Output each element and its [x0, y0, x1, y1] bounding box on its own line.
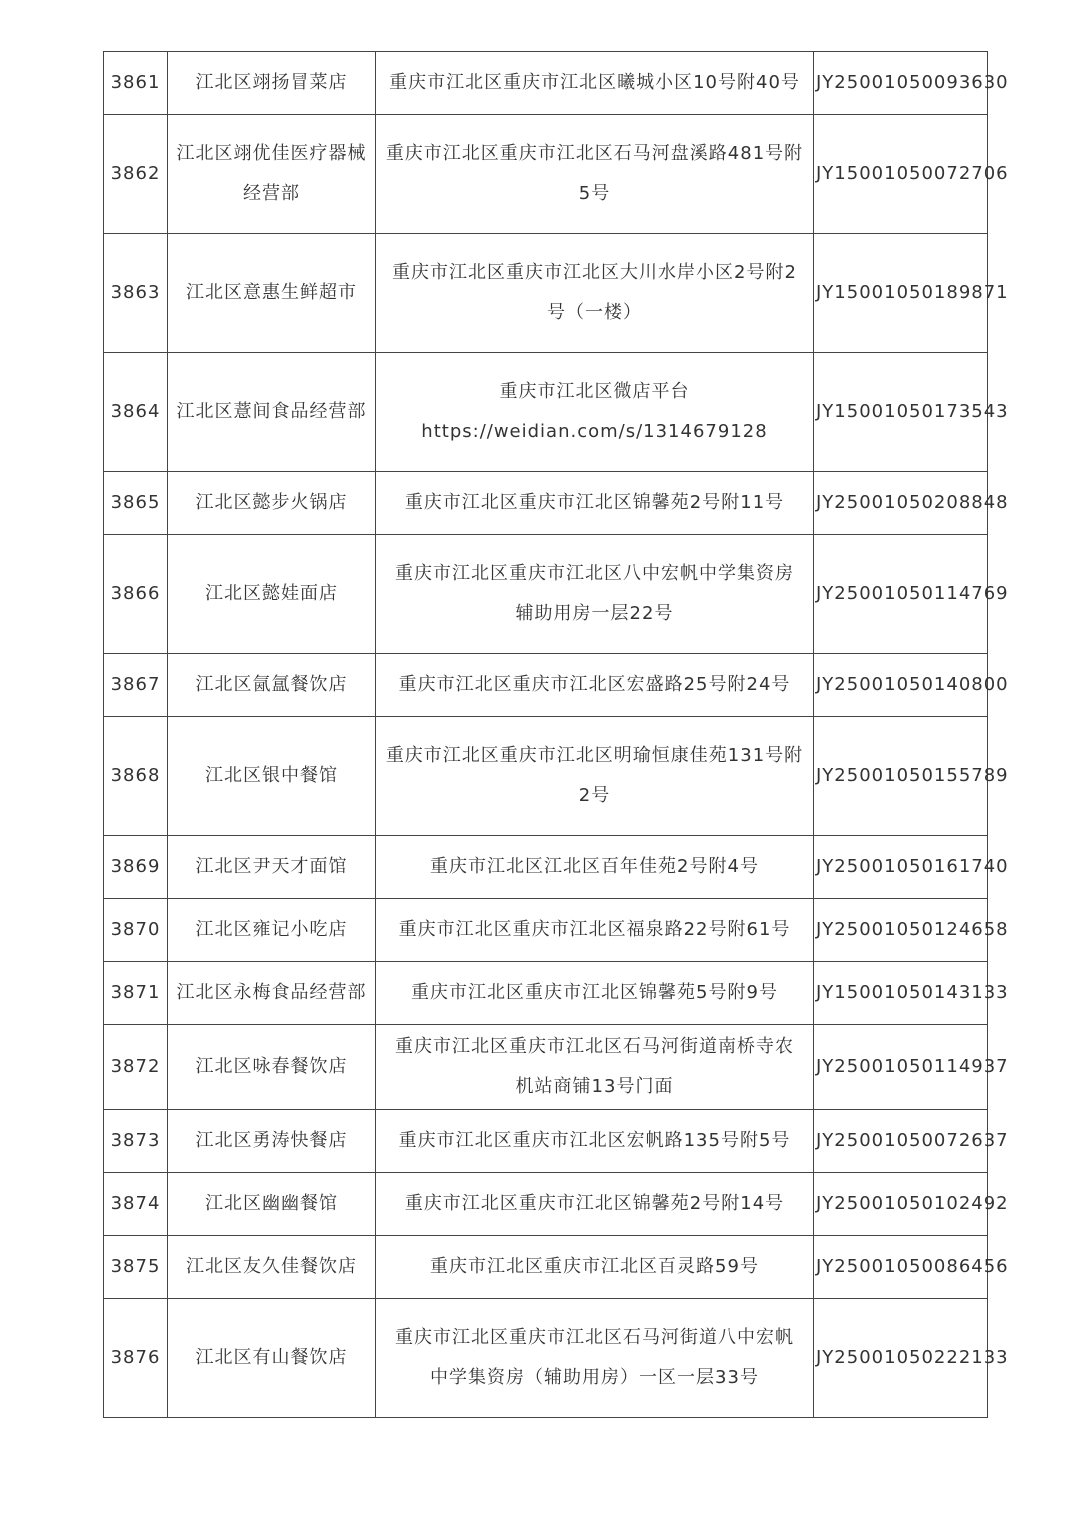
business-address-line: 重庆市江北区重庆市江北区明瑜恒康佳苑131号附: [385, 745, 804, 766]
record-number: 3870: [104, 899, 168, 962]
license-code: JY25001050114769: [814, 535, 988, 654]
license-code: JY25001050124658: [814, 899, 988, 962]
business-name: [168, 353, 376, 472]
table-row: [104, 836, 988, 899]
business-address: [376, 654, 814, 717]
table-row: [104, 472, 988, 535]
business-name-line: 江北区勇涛快餐店: [195, 1130, 348, 1151]
business-address-line: https://weidian.com/s/1314679128: [421, 421, 768, 442]
record-number: 3872: [104, 1025, 168, 1110]
business-address: [376, 1110, 814, 1173]
record-number: 3866: [104, 535, 168, 654]
business-address-line: 重庆市江北区重庆市江北区石马河街道南桥寺农: [395, 1036, 794, 1057]
business-address-line: 重庆市江北区重庆市江北区锦馨苑2号附11号: [404, 492, 785, 513]
business-address-line: 重庆市江北区重庆市江北区八中宏帆中学集资房: [395, 563, 794, 584]
license-table-body: [104, 52, 1009, 1418]
business-name: [168, 472, 376, 535]
business-name: [168, 1025, 376, 1110]
table-row: [104, 899, 988, 962]
business-name-line: 江北区意惠生鲜超市: [186, 282, 357, 303]
business-address: [376, 472, 814, 535]
table-row: [104, 1110, 988, 1173]
license-code: JY25001050161740: [814, 836, 988, 899]
business-name-line: 江北区懿娃面店: [205, 583, 338, 604]
business-address-line: 重庆市江北区重庆市江北区百灵路59号: [430, 1256, 759, 1277]
business-address: [376, 115, 814, 234]
table-row: [104, 717, 988, 836]
business-name-line: 江北区懿步火锅店: [195, 492, 348, 513]
business-name: [168, 899, 376, 962]
license-code: JY25001050072637: [814, 1110, 988, 1173]
record-number: 3863: [104, 234, 168, 353]
business-name: [168, 1299, 376, 1418]
record-number: 3864: [104, 353, 168, 472]
license-code: JY15001050173543: [814, 353, 988, 472]
record-number: 3869: [104, 836, 168, 899]
business-name-line: 江北区氤氲餐饮店: [195, 674, 348, 695]
business-address: [376, 717, 814, 836]
business-address-line: 重庆市江北区重庆市江北区福泉路22号附61号: [398, 919, 791, 940]
license-code: JY25001050086456: [814, 1236, 988, 1299]
license-code: JY15001050143133: [814, 962, 988, 1025]
record-number: 3862: [104, 115, 168, 234]
business-address: [376, 1025, 814, 1110]
license-table: [103, 51, 1009, 1418]
license-code: JY25001050208848: [814, 472, 988, 535]
business-address-line: 重庆市江北区重庆市江北区宏盛路25号附24号: [398, 674, 791, 695]
business-name: [168, 535, 376, 654]
business-name: [168, 654, 376, 717]
business-name: [168, 52, 376, 115]
business-name-line: 江北区翊扬冒菜店: [195, 72, 348, 93]
business-name: [168, 1173, 376, 1236]
license-code: JY25001050102492: [814, 1173, 988, 1236]
business-name: [168, 1110, 376, 1173]
business-address-line: 重庆市江北区微店平台: [499, 381, 690, 402]
business-address-line: 重庆市江北区重庆市江北区曦城小区10号附40号: [389, 72, 800, 93]
license-code: JY25001050093630: [814, 52, 988, 115]
business-name-line: 江北区尹天才面馆: [195, 856, 348, 877]
business-address: [376, 962, 814, 1025]
business-address-line: 重庆市江北区重庆市江北区石马河街道八中宏帆: [395, 1327, 794, 1348]
table-row: [104, 535, 988, 654]
business-address-line: 机站商铺13号门面: [515, 1076, 674, 1097]
license-code: JY25001050155789: [814, 717, 988, 836]
record-number: 3867: [104, 654, 168, 717]
license-code: JY15001050072706: [814, 115, 988, 234]
business-address: [376, 52, 814, 115]
business-address-line: 重庆市江北区重庆市江北区锦馨苑5号附9号: [411, 982, 778, 1003]
record-number: 3868: [104, 717, 168, 836]
business-name-line: 江北区有山餐饮店: [195, 1347, 348, 1368]
business-name-line: 江北区翊优佳医疗器械: [176, 143, 367, 164]
business-address: [376, 234, 814, 353]
business-address-line: 重庆市江北区江北区百年佳苑2号附4号: [430, 856, 759, 877]
record-number: 3873: [104, 1110, 168, 1173]
table-row: [104, 115, 988, 234]
record-number: 3875: [104, 1236, 168, 1299]
business-address: [376, 1236, 814, 1299]
license-code: JY25001050114937: [814, 1025, 988, 1110]
business-address: [376, 353, 814, 472]
business-name: [168, 1236, 376, 1299]
business-name-line: 江北区咏春餐饮店: [195, 1056, 348, 1077]
business-name: [168, 717, 376, 836]
license-code: JY25001050140800: [814, 654, 988, 717]
business-address: [376, 1299, 814, 1418]
record-number: 3876: [104, 1299, 168, 1418]
business-name-line: 江北区幽幽餐馆: [205, 1193, 338, 1214]
table-row: [104, 1236, 988, 1299]
record-number: 3874: [104, 1173, 168, 1236]
record-number: 3861: [104, 52, 168, 115]
business-name-line: 江北区薏间食品经营部: [176, 401, 367, 422]
license-code: JY15001050189871: [814, 234, 988, 353]
table-row: [104, 1173, 988, 1236]
business-address: [376, 899, 814, 962]
business-address: [376, 1173, 814, 1236]
table-row: [104, 654, 988, 717]
license-code: JY25001050222133: [814, 1299, 988, 1418]
business-name-line: 江北区雍记小吃店: [195, 919, 348, 940]
table-row: [104, 353, 988, 472]
record-number: 3871: [104, 962, 168, 1025]
business-address-line: 重庆市江北区重庆市江北区锦馨苑2号附14号: [404, 1193, 785, 1214]
table-row: [104, 234, 988, 353]
table-row: [104, 1025, 988, 1110]
business-address-line: 5号: [578, 183, 611, 204]
business-address-line: 辅助用房一层22号: [515, 603, 674, 624]
table-row: [104, 52, 988, 115]
business-address-line: 中学集资房（辅助用房）一区一层33号: [430, 1367, 759, 1388]
business-address-line: 重庆市江北区重庆市江北区大川水岸小区2号附2: [392, 262, 797, 283]
business-name-line: 江北区永梅食品经营部: [176, 982, 367, 1003]
business-address-line: 号（一楼）: [547, 302, 642, 323]
table-row: [104, 1299, 988, 1418]
business-address-line: 2号: [578, 785, 611, 806]
business-name-line: 经营部: [243, 183, 300, 204]
business-name: [168, 234, 376, 353]
business-address-line: 重庆市江北区重庆市江北区石马河盘溪路481号附: [385, 143, 804, 164]
business-address-line: 重庆市江北区重庆市江北区宏帆路135号附5号: [398, 1130, 791, 1151]
business-name-line: 江北区友久佳餐饮店: [186, 1256, 357, 1277]
business-address: [376, 535, 814, 654]
table-row: [104, 962, 988, 1025]
business-name: [168, 836, 376, 899]
business-name: [168, 115, 376, 234]
business-name: [168, 962, 376, 1025]
record-number: 3865: [104, 472, 168, 535]
business-name-line: 江北区银中餐馆: [205, 765, 338, 786]
business-address: [376, 836, 814, 899]
